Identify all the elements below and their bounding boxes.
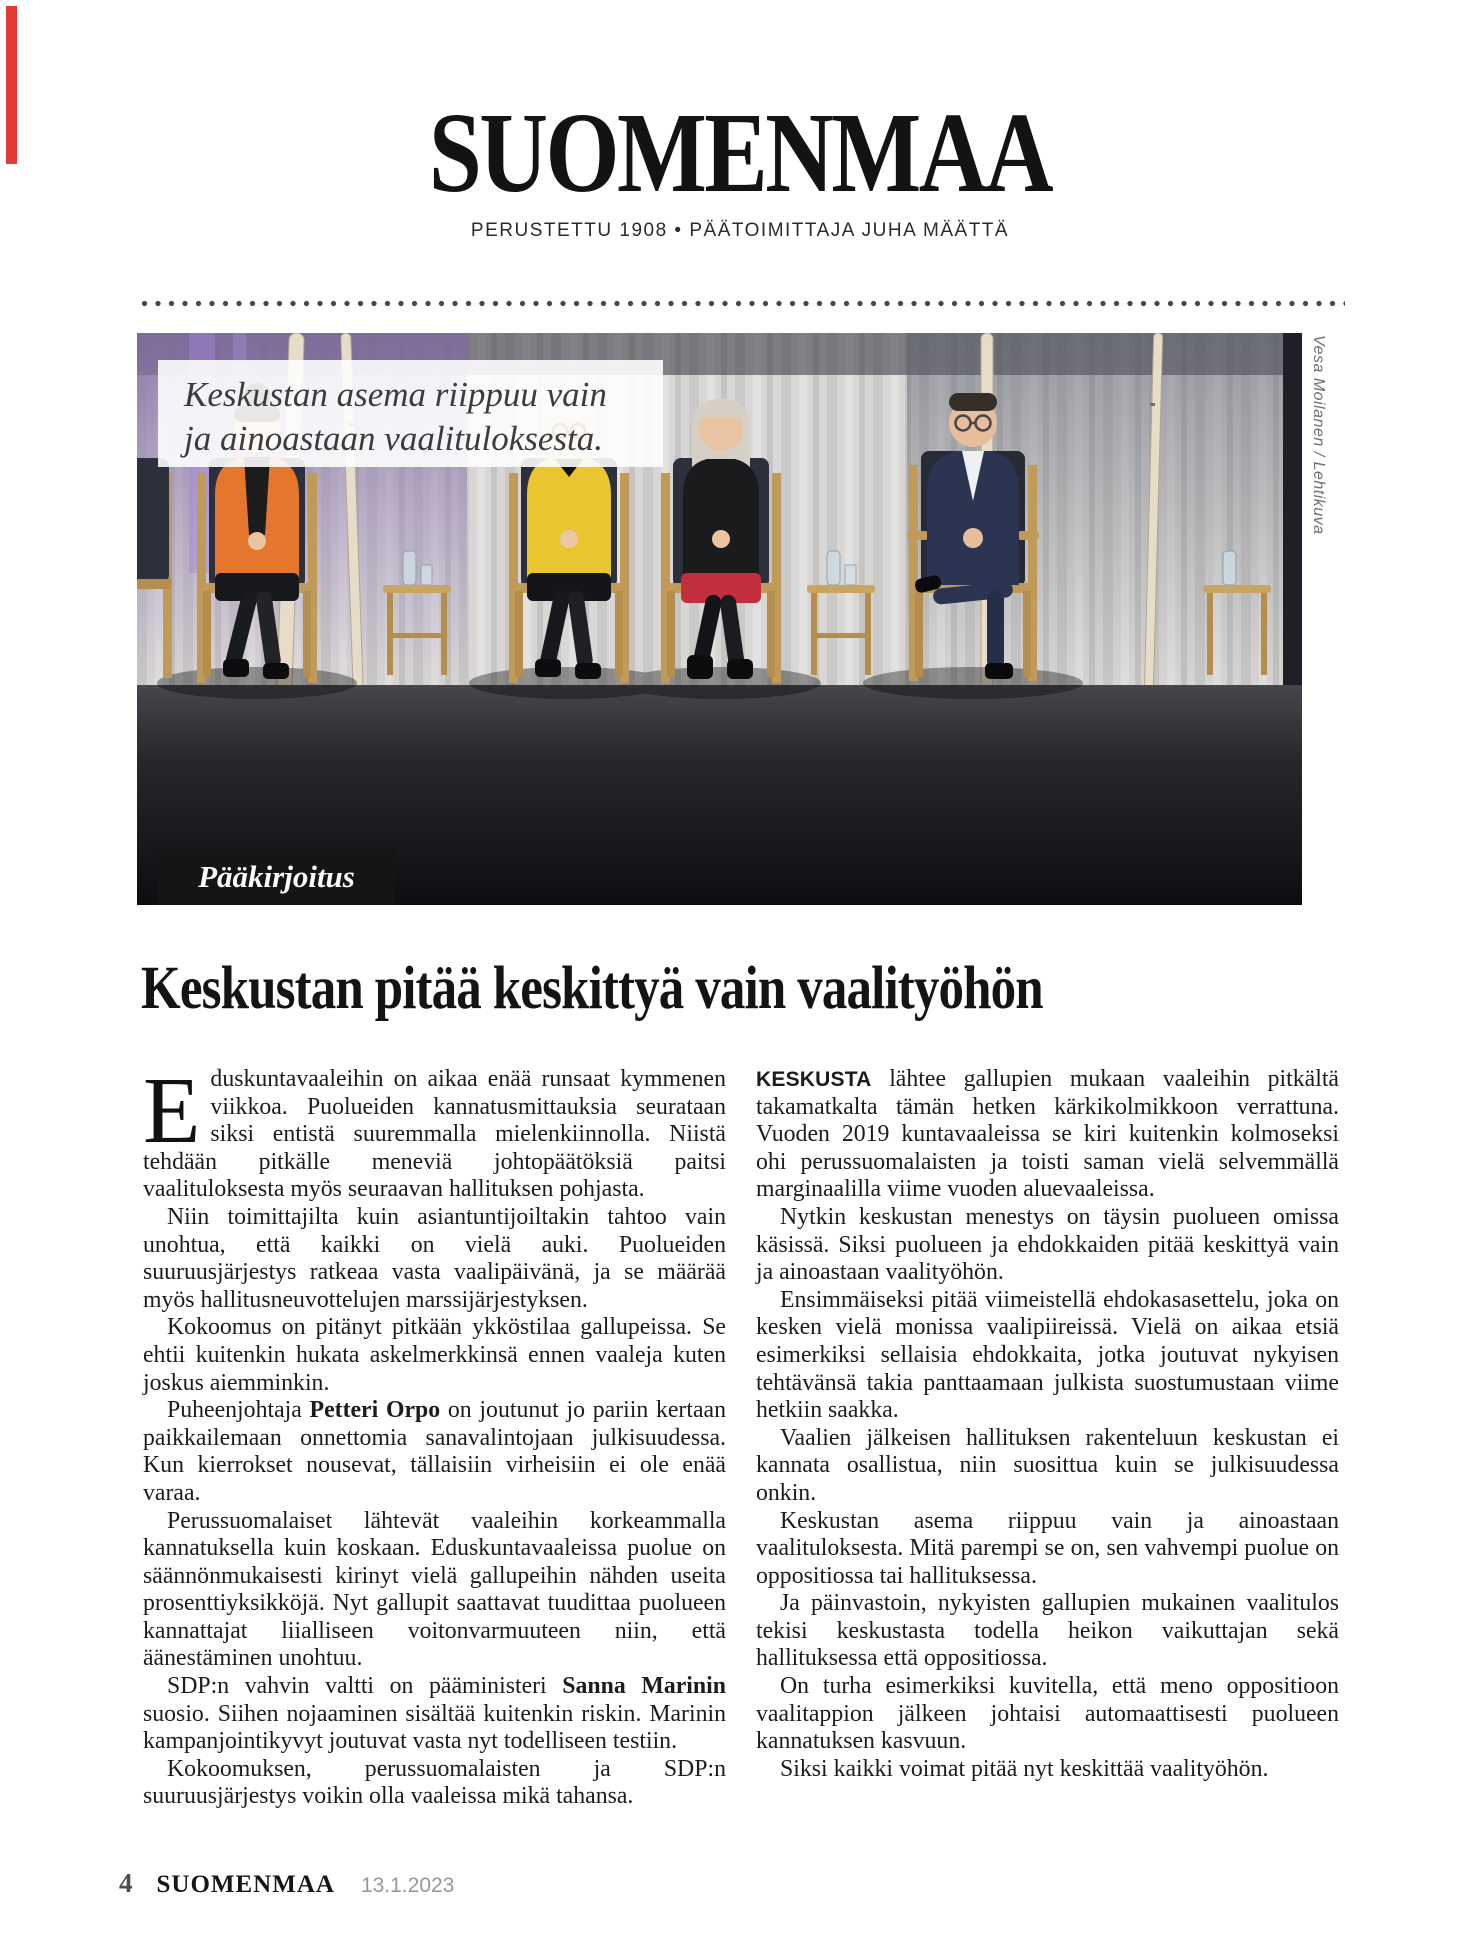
article-paragraph: Ensimmäiseksi pitää viimeistellä ehdokasasettelu, joka on kesken vielä monissa vaalipiireissä. Vielä on aikaa etsiä esimerkiksi sellaisia ehdokkaita, jotka joutuvat nykyisen tehtävänsä takia panttaamaan julkista suostumustaan viime hetkiin saakka. xyxy=(756,1286,1339,1424)
page-number: 4 xyxy=(119,1868,133,1898)
article-paragraph: SDP:n vahvin valtti on pääministeri Sanna Marinin suosio. Siihen nojaaminen sisältää kuitenkin riskin. Marinin kampanjointikyvyt joutuvat vasta nyt todelliseen testiin. xyxy=(143,1673,726,1755)
article-paragraph: KESKUSTA lähtee gallupien mukaan vaaleihin pitkältä takamatkalta tämän hetken kärkikolmikkoon verrattuna. Vuoden 2019 kuntavaaleissa se kiri kuitenkin kolmoseksi ohi perussuomalaisten ja toisti saman vielä selvemmällä marginaalilla viime vuoden aluevaaleissa. xyxy=(756,1066,1339,1203)
pull-quote xyxy=(158,360,663,467)
dotted-separator xyxy=(141,300,1345,308)
photo-credit: Vesa Moilanen / Lehtikuva xyxy=(1310,335,1327,535)
article-paragraph: Ja päinvastoin, nykyisten gallupien mukainen vaalitulos tekisi keskustasta todella heikon vaikuttajan sekä hallituksessa että oppositiossa. xyxy=(756,1590,1339,1672)
article-paragraph: Eduskuntavaaleihin on aikaa enää runsaat kymmenen viikkoa. Puolueiden kannatusmittauksia seurataan siksi entistä suuremmalla mielenkiinnolla. Niistä tehdään pitkälle meneviä johtopäätöksiä paitsi vaalituloksesta myös seuraavan hallituksen pohjasta. xyxy=(143,1059,726,1203)
red-skirt xyxy=(681,573,761,603)
article-paragraph: Nytkin keskustan menestys on täysin puolueen omissa käsissä. Siksi puolueen ja ehdokkaiden pitää keskittyä vain ja ainoastaan vaalityöhön. xyxy=(756,1203,1339,1286)
footer-date: 13.1.2023 xyxy=(360,1874,455,1897)
article-paragraph: Kokoomus on pitänyt pitkään ykköstilaa gallupeissa. Se ehtii kuitenkin hukata askelmerkkinsä ennen vaaleja kuten joskus aiemminkin. xyxy=(143,1314,726,1396)
article-paragraph: Perussuomalaiset lähtevät vaaleihin korkeammalla kannatuksella kuin koskaan. Eduskuntavaaleissa puolue on säännönmukaisesti kirinyt vielä gallupeihin nähden useita prosenttiyksikköjä. Nyt gallupit saattavat tuudittaa puolueen kannattajat liialliseen voitonvarmuuteen niin, että äänestäminen unohtuu. xyxy=(143,1507,726,1672)
article-paragraph: Keskustan asema riippuu vain ja ainoastaan vaalituloksesta. Mitä parempi se on, sen vahvempi puolue on oppositiossa tai hallituksessa. xyxy=(756,1507,1339,1589)
article-column-right xyxy=(756,1066,1339,1811)
section-kicker: Pääkirjoitus xyxy=(158,849,395,905)
pull-quote-line1: Keskustan asema riippuu vain xyxy=(184,375,607,414)
panel-photo xyxy=(137,333,1302,905)
article-column-left xyxy=(143,1059,726,1811)
masthead xyxy=(0,89,1480,242)
article-headline: Keskustan pitää keskittyä vain vaalityöhön xyxy=(141,953,1043,1022)
article-paragraph: Niin toimittajilta kuin asiantuntijoiltakin tahtoo vain unohtua, että kaikki on vielä auki. Puolueiden suuruusjärjestys ratkeaa vasta vaalipäivänä, ja se määrää myös hallitusneuvottelujen marssijärjestyksen. xyxy=(143,1203,726,1313)
article-paragraph: Puheenjohtaja Petteri Orpo on joutunut jo pariin kertaan paikkailemaan onnettomia sanavalintojaan julkisuudessa. Kun kierrokset nousevat, tällaisiin virheisiin ei ole enää varaa. xyxy=(143,1397,726,1506)
article-paragraph: Siksi kaikki voimat pitää nyt keskittää vaalityöhön. xyxy=(780,1755,1269,1782)
article-paragraph: Kokoomuksen, perussuomalaisten ja SDP:n suuruusjärjestys voikin olla vaaleissa mikä tahansa. xyxy=(143,1755,726,1810)
pull-quote-line2: ja ainoastaan vaalituloksesta. xyxy=(184,419,604,458)
page-footer xyxy=(119,1868,454,1899)
masthead-tagline: PERUSTETTU 1908 • PÄÄTOIMITTAJA JUHA MÄÄTTÄ xyxy=(470,220,1010,241)
masthead-title: SUOMENMAA xyxy=(428,89,1052,217)
footer-publication: SUOMENMAA xyxy=(156,1871,335,1898)
article-paragraph: On turha esimerkiksi kuvitella, että meno oppositioon vaalitappion jälkeen johtaisi automaattisesti puolueen kannatuksen kasvuun. xyxy=(756,1673,1339,1755)
article-paragraph: Vaalien jälkeisen hallituksen rakenteluun keskustan ei kannata osallistua, niin suosittua kuin se julkisuudessa onkin. xyxy=(756,1424,1339,1506)
article-body xyxy=(143,1059,1339,1811)
drop-cap: E xyxy=(143,1059,201,1163)
